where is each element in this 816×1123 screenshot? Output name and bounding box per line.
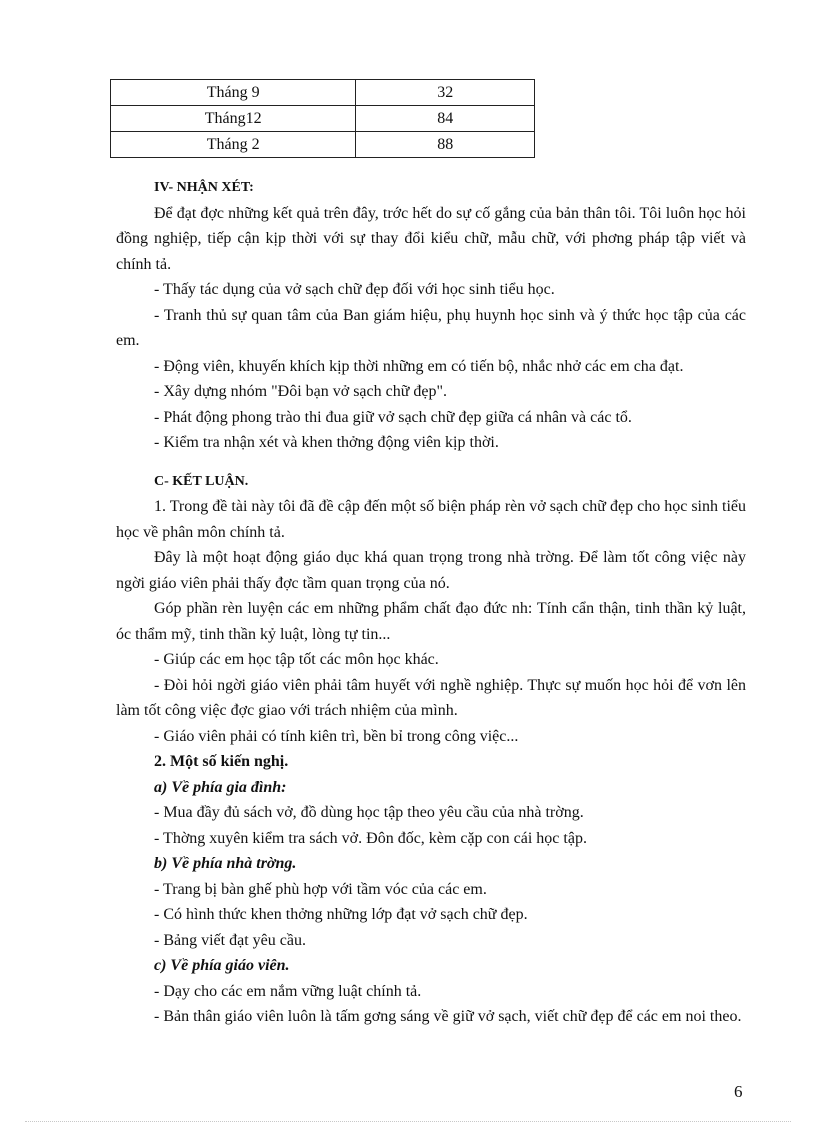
- paragraph: - Xây dựng nhóm "Đôi bạn vở sạch chữ đẹp".: [154, 383, 448, 400]
- table-row: [111, 80, 535, 106]
- page-number: 6: [734, 1082, 743, 1101]
- section-heading: IV- NHẬN XÉT:: [154, 180, 254, 195]
- list-item: - Trang bị bàn ghế phù hợp với tầm vóc của các em.: [154, 880, 487, 898]
- subsection-heading-family: a) Về phía gia đình:: [154, 778, 287, 796]
- table-cell-month: Tháng 2: [111, 132, 356, 158]
- paragraph: - Phát động phong trào thi đua giữ vở sạch chữ đẹp giữa cá nhân và các tổ.: [154, 408, 632, 426]
- paragraph: Góp phần rèn luyện các em những phẩm chất đạo đức nh: Tính cẩn thận, tinh thần kỷ luật, óc thẩm mỹ, tinh thần kỷ luật, lòng tự tin...: [116, 600, 746, 643]
- table-row: [111, 132, 535, 158]
- table-cell-value: 84: [356, 106, 535, 132]
- table-cell-month: Tháng 9: [111, 80, 356, 106]
- table-cell-month: Tháng12: [111, 106, 356, 132]
- paragraph: - Tranh thủ sự quan tâm của Ban giám hiệu, phụ huynh học sinh và ý thức học tập của các em.: [116, 306, 746, 349]
- paragraph: - Đòi hỏi ngời giáo viên phải tâm huyết với nghề nghiệp. Thực sự muốn học hỏi để vơn lên làm tốt công việc đợc giao với trách nhiệm của mình.: [116, 676, 746, 719]
- list-item: - Bản thân giáo viên luôn là tấm gơng sáng về giữ vở sạch, viết chữ đẹp để các em noi theo.: [154, 1008, 742, 1025]
- paragraph: - Giáo viên phải có tính kiên trì, bền bỉ trong công việc...: [154, 727, 519, 745]
- paragraph: - Thấy tác dụng của vở sạch chữ đẹp đối với học sinh tiểu học.: [154, 281, 555, 298]
- paragraph: - Kiểm tra nhận xét và khen thởng động viên kịp thời.: [154, 434, 499, 451]
- list-item: - Mua đầy đủ sách vở, đồ dùng học tập theo yêu cầu của nhà trờng.: [154, 804, 584, 821]
- results-table: [110, 79, 535, 158]
- page-bottom-divider: [25, 1121, 791, 1122]
- paragraph: - Động viên, khuyến khích kịp thời những em có tiến bộ, nhắc nhở các em cha đạt.: [154, 357, 684, 375]
- paragraph: Đây là một hoạt động giáo dục khá quan trọng trong nhà trờng. Để làm tốt công việc này ngời giáo viên phải thấy đợc tầm quan trọng của nó.: [116, 549, 746, 592]
- table-row: [111, 106, 535, 132]
- table-cell-value: 32: [356, 80, 535, 106]
- document-body: [116, 175, 746, 1030]
- list-item: - Có hình thức khen thởng những lớp đạt vở sạch chữ đẹp.: [154, 906, 528, 923]
- table-cell-value: 88: [356, 132, 535, 158]
- list-item: - Dạy cho các em nắm vững luật chính tả.: [154, 982, 422, 1000]
- list-item: - Thờng xuyên kiểm tra sách vở. Đôn đốc, kèm cặp con cái học tập.: [154, 829, 587, 847]
- paragraph: Để đạt đợc những kết quả trên đây, trớc hết do sự cố gắng của bản thân tôi. Tôi luôn học hỏi đồng nghiệp, tiếp cận kịp thời với sự thay đổi kiểu chữ, mẫu chữ, với phơng pháp tập viết và chính tả.: [116, 204, 746, 273]
- section-heading: C- KẾT LUẬN.: [154, 473, 249, 489]
- subsection-heading-teacher: c) Về phía giáo viên.: [154, 957, 290, 974]
- subsection-heading: 2. Một số kiến nghị.: [154, 753, 289, 770]
- list-item: - Bảng viết đạt yêu cầu.: [154, 931, 306, 949]
- paragraph: - Giúp các em học tập tốt các môn học khác.: [154, 651, 439, 668]
- paragraph: 1. Trong đề tài này tôi đã đề cập đến một số biện pháp rèn vở sạch chữ đẹp cho học sinh tiểu học về phân môn chính tả.: [116, 498, 746, 541]
- subsection-heading-school: b) Về phía nhà trờng.: [154, 855, 297, 872]
